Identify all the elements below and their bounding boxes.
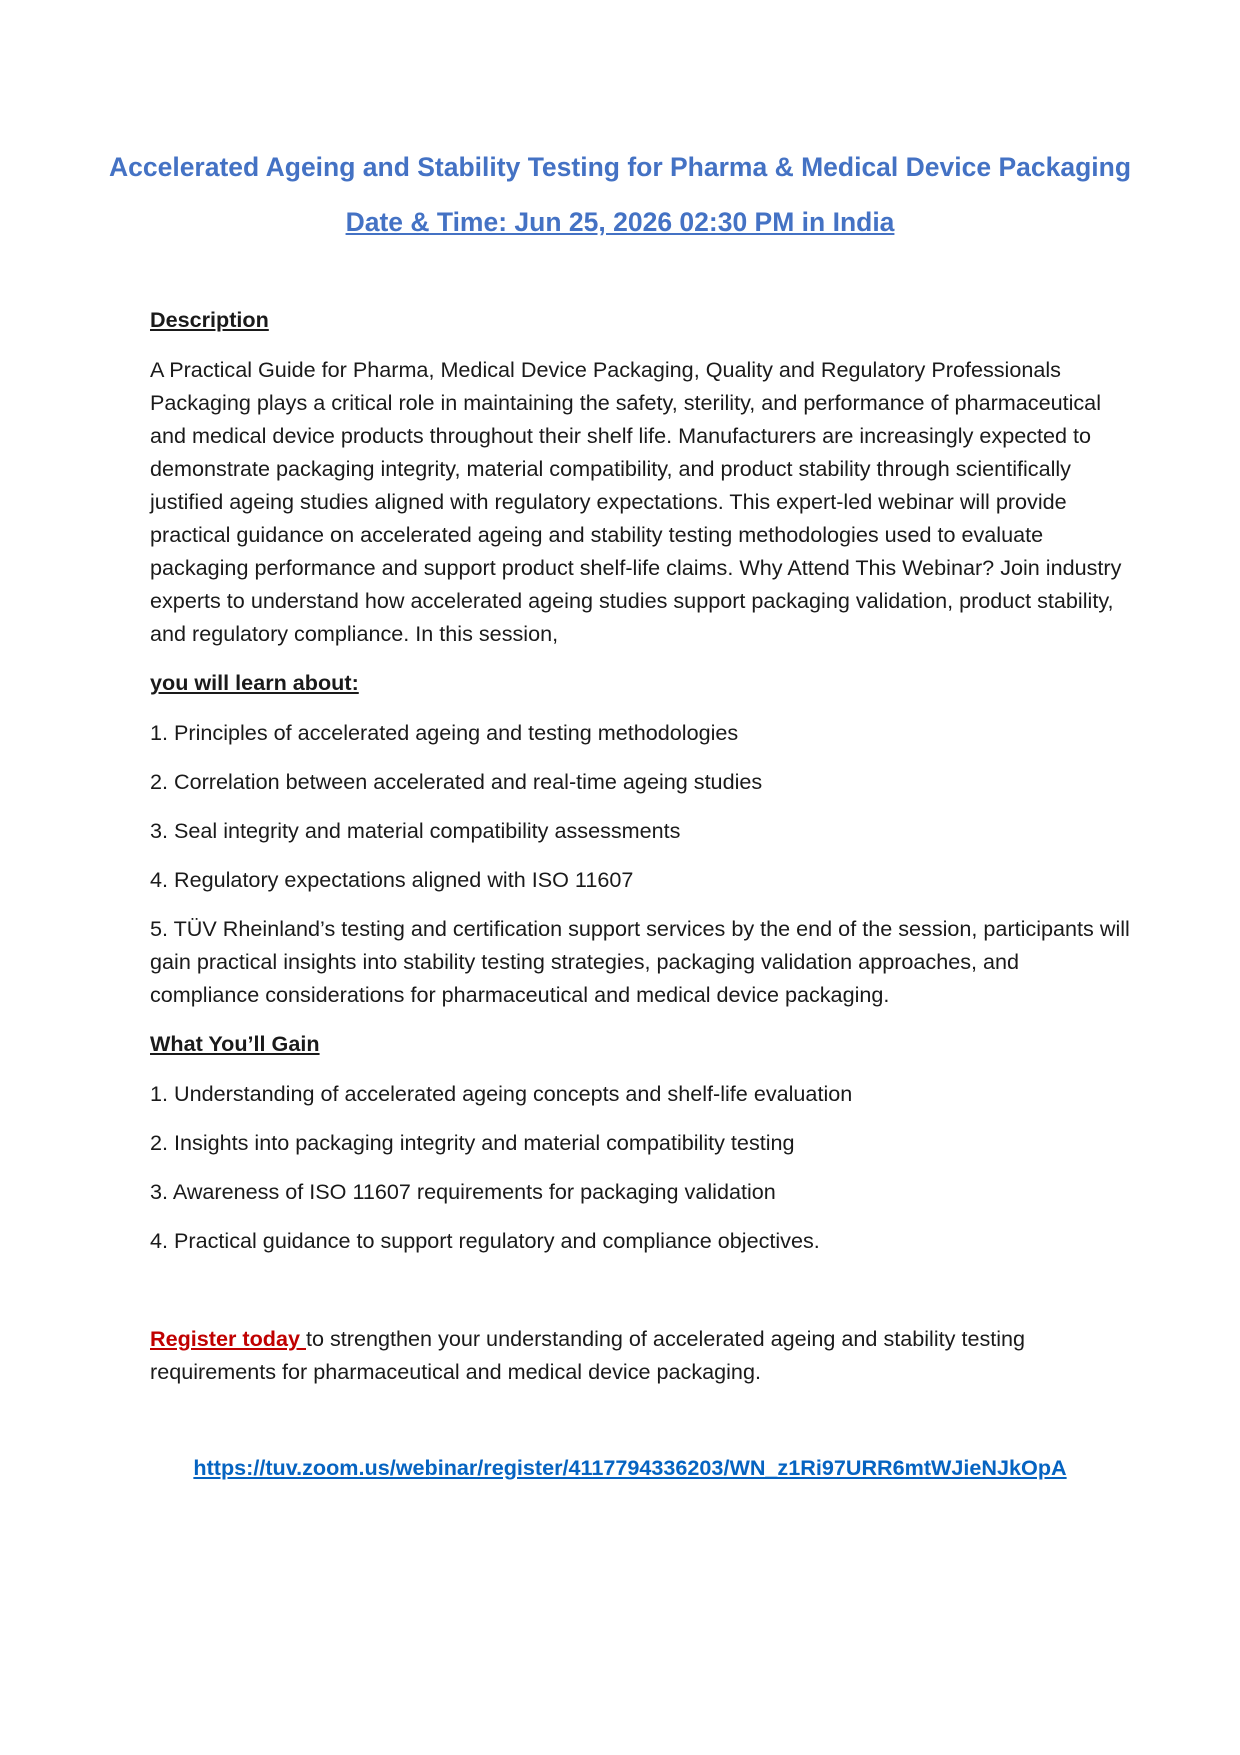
learn-heading: you will learn about: (150, 670, 359, 695)
register-paragraph (150, 1322, 1130, 1388)
register-url-line (0, 1451, 1240, 1484)
learn-item: 2. Correlation between accelerated and real-time ageing studies (150, 769, 763, 794)
gain-item: 4. Practical guidance to support regulatory and compliance objectives. (150, 1228, 820, 1253)
gain-item: 1. Understanding of accelerated ageing concepts and shelf-life evaluation (150, 1081, 853, 1106)
gain-heading: What You’ll Gain (150, 1031, 320, 1056)
webinar-registration-url[interactable]: https://tuv.zoom.us/webinar/register/4117794336203/WN_z1Ri97URR6mtWJieNJkOpA (193, 1455, 1067, 1480)
description-heading: Description (150, 307, 269, 332)
register-today-link[interactable]: Register today (150, 1326, 306, 1351)
gain-item: 3. Awareness of ISO 11607 requirements for packaging validation (150, 1179, 776, 1204)
learn-item: 5. TÜV Rheinland’s testing and certification support services by the end of the session, participants will gain practical insights into stability testing strategies, packaging validation approaches, and compliance considerations for pharmaceutical and medical device packaging. (150, 916, 1130, 1007)
register-text: to strengthen your understanding of accelerated ageing and stability testing requirements for pharmaceutical and medical device packaging. (150, 1326, 1026, 1384)
learn-item: 1. Principles of accelerated ageing and testing methodologies (150, 720, 739, 745)
content-body (150, 303, 1130, 1404)
datetime-link[interactable]: Date & Time: Jun 25, 2026 02:30 PM in India (345, 207, 895, 237)
section-spacer (150, 1273, 1130, 1322)
page-title: Accelerated Ageing and Stability Testing for Pharma & Medical Device Packaging (108, 152, 1132, 182)
learn-item: 4. Regulatory expectations aligned with ISO 11607 (150, 867, 634, 892)
learn-item: 3. Seal integrity and material compatibility assessments (150, 818, 681, 843)
description-text: A Practical Guide for Pharma, Medical Device Packaging, Quality and Regulatory Professionals Packaging plays a critical role in maintaining the safety, sterility, and performance of pharmaceutical and medical device products throughout their shelf life. Manufacturers are increasingly expected to demonstrate packaging integrity, material compatibility, and product stability through scientifically justified ageing studies aligned with regulatory expectations. This expert-led webinar will provide practical guidance on accelerated ageing and stability testing methodologies used to evaluate packaging performance and support product shelf-life claims. Why Attend This Webinar? Join industry experts to understand how accelerated ageing studies support packaging validation, product stability, and regulatory compliance. In this session, (150, 357, 1122, 646)
gain-item: 2. Insights into packaging integrity and material compatibility testing (150, 1130, 795, 1155)
